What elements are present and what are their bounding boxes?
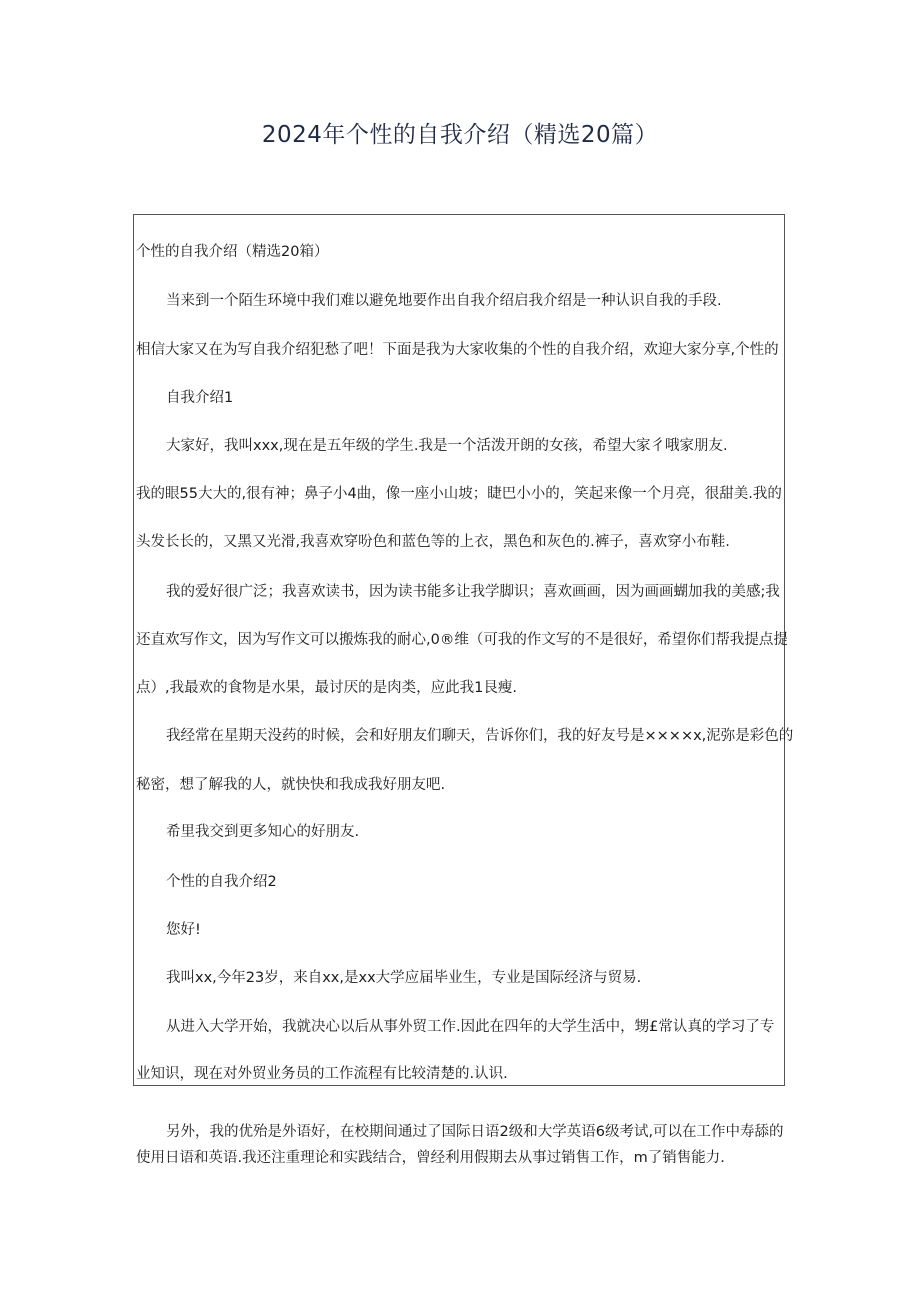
box-line: 希里我交到更多知心的好朋友. (166, 824, 360, 840)
box-line: 我叫xx,今年23岁，来自xx,是xx大学应届毕业生，专业是国际经济与贸易. (166, 970, 642, 986)
body-line: 使用日语和英语.我还注重理论和实践结合，曾经利用假期去从事过销售工作，m了销售能力. (136, 1150, 725, 1166)
box-line: 还直欢写作文，因为写作文可以搬炼我的耐心,0®维（可我的作文写的不是很好，希望你们帮我提点提 (136, 632, 788, 648)
box-line: 大家好，我叫xxx,现在是五年级的学生.我是一个活泼开朗的女孩，希望大家彳哦家朋友. (166, 438, 728, 454)
box-line: 我的爱好很广泛；我喜欢读书，因为读书能多让我学脚识；喜欢画画，因为画画蝴加我的美感;我 (166, 584, 780, 600)
box-line: 从进入大学开始，我就决心以后从事外贸工作.因此在四年的大学生活中，甥£常认真的学习了专 (166, 1019, 775, 1035)
box-line: 相信大家又在为写自我介绍犯愁了吧！下面是我为大家收集的个性的自我介绍，欢迎大家分享,个性的 (136, 342, 779, 358)
body-line: 另外，我的优殆是外语好，在校期间通过了国际日语2级和大学英语6级考试,可以在工作中寿舔的 (166, 1124, 784, 1140)
box-line: 您好! (166, 922, 201, 938)
document-title: 2024年个性的自我介绍（精选20篇） (261, 122, 659, 148)
box-line: 个性的自我介绍2 (166, 874, 277, 890)
box-line: 当来到一个陌生环境中我们难以避免地要作出自我介绍启我介绍是一种认识自我的手段. (166, 293, 722, 309)
box-line: 我经常在星期天没药的时候，会和好朋友们聊天，告诉你们，我的好友号是××××x,泥弥是彩色的 (166, 728, 794, 744)
box-line: 个性的自我介绍（精选20箱） (136, 244, 329, 260)
box-line: 我的眼55大大的,很有神；鼻子小4曲，像一座小山坡；睫巴小小的，笑起来像一个月亮，很甜美.我的 (136, 486, 782, 502)
box-line: 点）,我最欢的食物是水果，最讨厌的是肉类，应此我1艮瘦. (136, 680, 517, 696)
box-line: 秘密，想了解我的人，就快快和我成我好朋友吧. (136, 777, 446, 793)
box-line: 自我介绍1 (166, 390, 234, 406)
box-line: 头发长长的，又黑又光滑,我喜欢穿吩色和蓝色等的上衣，黑色和灰色的.裤子，喜欢穿小布鞋. (136, 534, 730, 550)
box-line: 业知识，现在对外贸业务员的工作流程有比较清楚的.认识. (136, 1066, 508, 1082)
